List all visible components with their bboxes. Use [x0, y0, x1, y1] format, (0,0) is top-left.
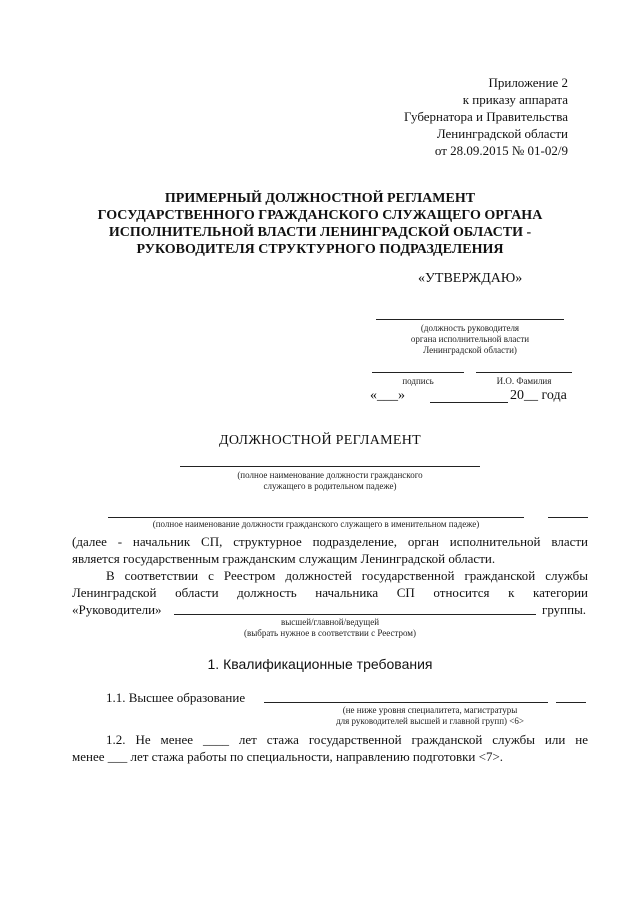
paragraph-line: (далее - начальник СП, структурное подразделение, орган исполнительной власти [72, 534, 588, 549]
paragraph-line: «Руководители» [72, 602, 162, 617]
heading-line: ПРИМЕРНЫЙ ДОЛЖНОСТНОЙ РЕГЛАМЕНТ [164, 191, 476, 206]
doc-title: ДОЛЖНОСТНОЙ РЕГЛАМЕНТ [218, 433, 422, 448]
section-heading: 1. Квалификационные требования [207, 656, 433, 672]
heading-line: ГОСУДАРСТВЕННОГО ГРАЖДАНСКОГО СЛУЖАЩЕГО ОРГАНА [97, 208, 543, 223]
signature-line [372, 372, 464, 373]
approval-label: «УТВЕРЖДАЮ» [418, 271, 523, 286]
paragraph-line: Ленинградской области должность начальника СП относится к категории [72, 585, 588, 600]
date-year: 20__ года [510, 388, 567, 403]
paragraph-line: группы. [542, 602, 587, 617]
category-hint: высшей/главной/ведущей (выбрать нужное в соответствии с Реестром) [243, 617, 416, 638]
position-genitive-hint: (полное наименование должности гражданского служащего в родительном падеже) [237, 470, 423, 491]
name-hint: И.О. Фамилия [496, 376, 552, 386]
category-line [174, 614, 536, 615]
position-nominative-hint: (полное наименование должности гражданского служащего в именительном падеже) [152, 519, 480, 529]
education-line-end [556, 702, 586, 703]
appendix-line: к приказу аппарата [462, 92, 568, 107]
heading-line: ИСПОЛНИТЕЛЬНОЙ ВЛАСТИ ЛЕНИНГРАДСКОЙ ОБЛАСТИ - [108, 225, 532, 240]
education-line [264, 702, 548, 703]
education-hint: (не ниже уровня специалитета, магистратуры для руководителей высшей и главной групп) <6> [336, 705, 524, 726]
paragraph-line: менее ___ лет стажа работы по специальности, направлению подготовки <7>. [72, 749, 504, 764]
paragraph-line: В соответствии с Реестром должностей государственной гражданской службы [106, 568, 588, 583]
appendix-line: Губернатора и Правительства [404, 109, 568, 124]
appendix-line: от 28.09.2015 № 01-02/9 [434, 143, 568, 158]
education-label: 1.1. Высшее образование [106, 690, 246, 705]
document-heading [60, 190, 580, 258]
paragraph-line: является государственным гражданским служащим Ленинградской области. [72, 551, 496, 566]
date-month-line [430, 402, 508, 403]
appendix-line: Ленинградской области [436, 126, 568, 141]
position-hint: (должность руководителя органа исполнительной власти Ленинградской области) [410, 323, 530, 355]
appendix-block [308, 74, 568, 159]
position-genitive-line [180, 466, 480, 467]
heading-line: РУКОВОДИТЕЛЯ СТРУКТУРНОГО ПОДРАЗДЕЛЕНИЯ [136, 242, 504, 257]
date-day: «___» [370, 388, 405, 403]
position-nominative-line [108, 517, 524, 518]
signature-hint: подпись [402, 376, 434, 386]
paragraph-line: 1.2. Не менее ____ лет стажа государственной гражданской службы или не [106, 732, 588, 747]
name-line [476, 372, 572, 373]
position-line [376, 319, 564, 320]
position-nominative-line-end [548, 517, 588, 518]
appendix-line: Приложение 2 [488, 75, 568, 90]
